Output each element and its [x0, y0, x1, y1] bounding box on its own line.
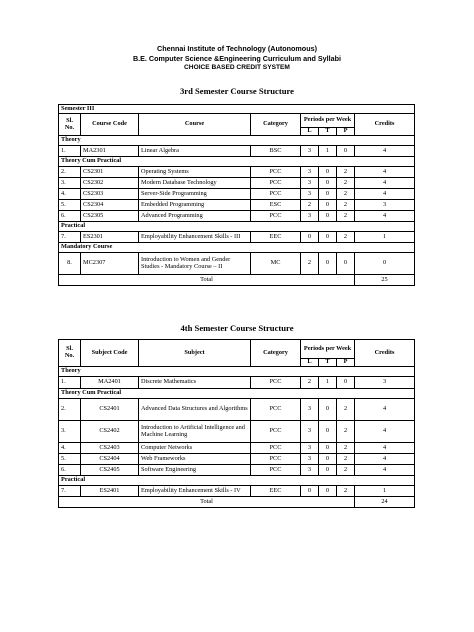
cell-t: 0	[319, 486, 337, 497]
section-row	[59, 389, 415, 399]
table-row	[59, 178, 415, 189]
section-practical: Practical	[59, 222, 415, 232]
cell-sl: 2.	[59, 399, 81, 421]
cell-sl: 5.	[59, 200, 81, 211]
cell-category: MC	[251, 253, 301, 275]
cell-credits: 1	[355, 232, 415, 243]
cell-sl: 4.	[59, 443, 81, 454]
cell-credits: 3	[355, 377, 415, 389]
sem3-title: 3rd Semester Course Structure	[179, 86, 294, 96]
cell-course: Linear Algebra	[139, 146, 251, 157]
cell-subject: Introduction to Artificial Intelligence and Machine Learning	[139, 421, 251, 443]
col-header-subject: Subject	[139, 340, 251, 367]
cell-category: BSC	[251, 146, 301, 157]
cell-sl: 6.	[59, 211, 81, 222]
cell-t: 0	[319, 399, 337, 421]
cell-code: CS2405	[81, 465, 139, 476]
cell-code: CS2305	[81, 211, 139, 222]
col-header-p: P	[337, 128, 355, 136]
cell-code: CS2403	[81, 443, 139, 454]
cell-course: Operating Systems	[139, 167, 251, 178]
col-header-periods: Periods per Week	[301, 340, 355, 359]
cell-category: PCC	[251, 443, 301, 454]
cell-l: 3	[301, 146, 319, 157]
cell-course: Modern Database Technology	[139, 178, 251, 189]
cell-p: 2	[337, 399, 355, 421]
cell-sl: 1.	[59, 377, 81, 389]
cell-category: PCC	[251, 178, 301, 189]
cell-p: 2	[337, 200, 355, 211]
total-label: Total	[59, 275, 355, 286]
cell-credits: 4	[355, 399, 415, 421]
sem3-course-table	[58, 104, 415, 286]
col-header-sl: Sl. No.	[59, 340, 81, 367]
cell-course: Advanced Programming	[139, 211, 251, 222]
cell-credits: 4	[355, 454, 415, 465]
cell-code: CS2301	[81, 167, 139, 178]
table-row	[59, 454, 415, 465]
cell-subject: Software Engineering	[139, 465, 251, 476]
cell-l: 2	[301, 253, 319, 275]
cell-p: 2	[337, 232, 355, 243]
cell-code: CS2302	[81, 178, 139, 189]
table-header-row	[59, 114, 415, 128]
cell-l: 3	[301, 167, 319, 178]
cell-t: 0	[319, 200, 337, 211]
cell-l: 3	[301, 189, 319, 200]
cell-subject: Discrete Mathematics	[139, 377, 251, 389]
cell-category: PCC	[251, 454, 301, 465]
cell-sl: 8.	[59, 253, 81, 275]
cell-l: 3	[301, 465, 319, 476]
table-row	[59, 146, 415, 157]
cell-category: PCC	[251, 421, 301, 443]
cell-subject: Computer Networks	[139, 443, 251, 454]
total-credits: 24	[355, 497, 415, 508]
cell-code: MA2301	[81, 146, 139, 157]
section-row	[59, 243, 415, 253]
cell-category: PCC	[251, 465, 301, 476]
cell-code: CS2401	[81, 399, 139, 421]
section-row	[59, 367, 415, 377]
cell-sl: 7.	[59, 486, 81, 497]
table-row	[59, 399, 415, 421]
section-row	[59, 157, 415, 167]
cell-l: 2	[301, 200, 319, 211]
cell-p: 2	[337, 443, 355, 454]
cell-p: 0	[337, 377, 355, 389]
cell-p: 2	[337, 189, 355, 200]
table-row	[59, 465, 415, 476]
col-header-l: L	[301, 359, 319, 367]
table-row	[59, 443, 415, 454]
cell-p: 0	[337, 253, 355, 275]
cell-t: 0	[319, 421, 337, 443]
cell-p: 0	[337, 146, 355, 157]
cell-sl: 4.	[59, 189, 81, 200]
table-row	[59, 377, 415, 389]
cell-credits: 4	[355, 146, 415, 157]
cell-p: 2	[337, 465, 355, 476]
cell-category: ESC	[251, 200, 301, 211]
cell-code: CS2304	[81, 200, 139, 211]
system-title: CHOICE BASED CREDIT SYSTEM	[184, 64, 290, 71]
cell-l: 3	[301, 211, 319, 222]
cell-t: 0	[319, 189, 337, 200]
total-row	[59, 497, 415, 508]
cell-t: 0	[319, 178, 337, 189]
cell-p: 2	[337, 454, 355, 465]
col-header-category: Category	[251, 114, 301, 136]
table-header-row	[59, 340, 415, 359]
total-row	[59, 275, 415, 286]
table-row	[59, 232, 415, 243]
total-credits: 25	[355, 275, 415, 286]
section-theory-practical: Theory Cum Practical	[59, 389, 415, 399]
col-header-sl: Sl. No.	[59, 114, 81, 136]
cell-credits: 0	[355, 253, 415, 275]
semester-label: Semester III	[59, 105, 415, 114]
cell-code: MA2401	[81, 377, 139, 389]
cell-sl: 3.	[59, 178, 81, 189]
cell-p: 2	[337, 167, 355, 178]
program-title: B.E. Computer Science &Engineering Curriculum and Syllabi	[132, 54, 342, 63]
cell-code: CS2404	[81, 454, 139, 465]
table-row	[59, 189, 415, 200]
cell-credits: 4	[355, 443, 415, 454]
cell-sl: 6.	[59, 465, 81, 476]
cell-credits: 4	[355, 421, 415, 443]
cell-category: PCC	[251, 211, 301, 222]
total-label: Total	[59, 497, 355, 508]
cell-code: MC2307	[81, 253, 139, 275]
cell-p: 2	[337, 486, 355, 497]
cell-l: 0	[301, 232, 319, 243]
table-row	[59, 200, 415, 211]
cell-l: 3	[301, 178, 319, 189]
cell-code: ES2401	[81, 486, 139, 497]
cell-t: 0	[319, 232, 337, 243]
cell-category: PCC	[251, 377, 301, 389]
cell-l: 2	[301, 377, 319, 389]
table-row	[59, 421, 415, 443]
cell-t: 0	[319, 211, 337, 222]
cell-category: EEC	[251, 486, 301, 497]
col-header-p: P	[337, 359, 355, 367]
col-header-t: T	[319, 128, 337, 136]
col-header-t: T	[319, 359, 337, 367]
section-theory: Theory	[59, 367, 415, 377]
table-row	[59, 167, 415, 178]
cell-credits: 4	[355, 167, 415, 178]
col-header-code: Course Code	[81, 114, 139, 136]
section-row	[59, 476, 415, 486]
col-header-course: Course	[139, 114, 251, 136]
cell-l: 3	[301, 454, 319, 465]
cell-subject: Advanced Data Structures and Algorithms	[139, 399, 251, 421]
cell-code: CS2402	[81, 421, 139, 443]
cell-subject: Employability Enhancement Skills - IV	[139, 486, 251, 497]
table-row-highlighted	[59, 211, 415, 222]
col-header-code: Subject Code	[81, 340, 139, 367]
cell-t: 0	[319, 253, 337, 275]
cell-category: PCC	[251, 189, 301, 200]
cell-t: 0	[319, 454, 337, 465]
cell-credits: 4	[355, 178, 415, 189]
cell-credits: 4	[355, 189, 415, 200]
semester-label-row	[59, 105, 415, 114]
cell-t: 0	[319, 167, 337, 178]
cell-credits: 3	[355, 200, 415, 211]
cell-credits: 1	[355, 486, 415, 497]
cell-course: Introduction to Women and Gender Studies - Mandatory Course – II	[139, 253, 251, 275]
cell-l: 0	[301, 486, 319, 497]
cell-credits: 4	[355, 465, 415, 476]
col-header-periods: Periods per Week	[301, 114, 355, 128]
sem4-title: 4th Semester Course Structure	[180, 323, 294, 333]
cell-l: 3	[301, 421, 319, 443]
cell-sl: 3.	[59, 421, 81, 443]
cell-credits: 4	[355, 211, 415, 222]
section-row	[59, 136, 415, 146]
cell-category: EEC	[251, 232, 301, 243]
section-theory-practical: Theory Cum Practical	[59, 157, 415, 167]
col-header-credits: Credits	[355, 340, 415, 367]
section-practical: Practical	[59, 476, 415, 486]
col-header-category: Category	[251, 340, 301, 367]
cell-t: 1	[319, 377, 337, 389]
table-row	[59, 486, 415, 497]
cell-t: 0	[319, 443, 337, 454]
cell-sl: 7.	[59, 232, 81, 243]
cell-code: ES2301	[81, 232, 139, 243]
cell-t: 0	[319, 465, 337, 476]
cell-category: PCC	[251, 399, 301, 421]
cell-course: Employability Enhancement Skills - III	[139, 232, 251, 243]
cell-category: PCC	[251, 167, 301, 178]
cell-l: 3	[301, 443, 319, 454]
cell-p: 2	[337, 178, 355, 189]
sem4-course-table	[58, 339, 415, 508]
cell-p: 2	[337, 211, 355, 222]
table-row	[59, 253, 415, 275]
cell-sl: 5.	[59, 454, 81, 465]
cell-course: Embedded Programming	[139, 200, 251, 211]
section-row	[59, 222, 415, 232]
institution-name: Chennai Institute of Technology (Autonomous)	[157, 44, 317, 53]
section-mandatory: Mandatory Course	[59, 243, 415, 253]
cell-l: 3	[301, 399, 319, 421]
col-header-credits: Credits	[355, 114, 415, 136]
cell-sl: 1.	[59, 146, 81, 157]
section-theory: Theory	[59, 136, 415, 146]
cell-p: 2	[337, 421, 355, 443]
cell-subject: Web Frameworks	[139, 454, 251, 465]
cell-course: Server-Side Programming	[139, 189, 251, 200]
col-header-l: L	[301, 128, 319, 136]
cell-t: 1	[319, 146, 337, 157]
cell-sl: 2.	[59, 167, 81, 178]
cell-code: CS2303	[81, 189, 139, 200]
